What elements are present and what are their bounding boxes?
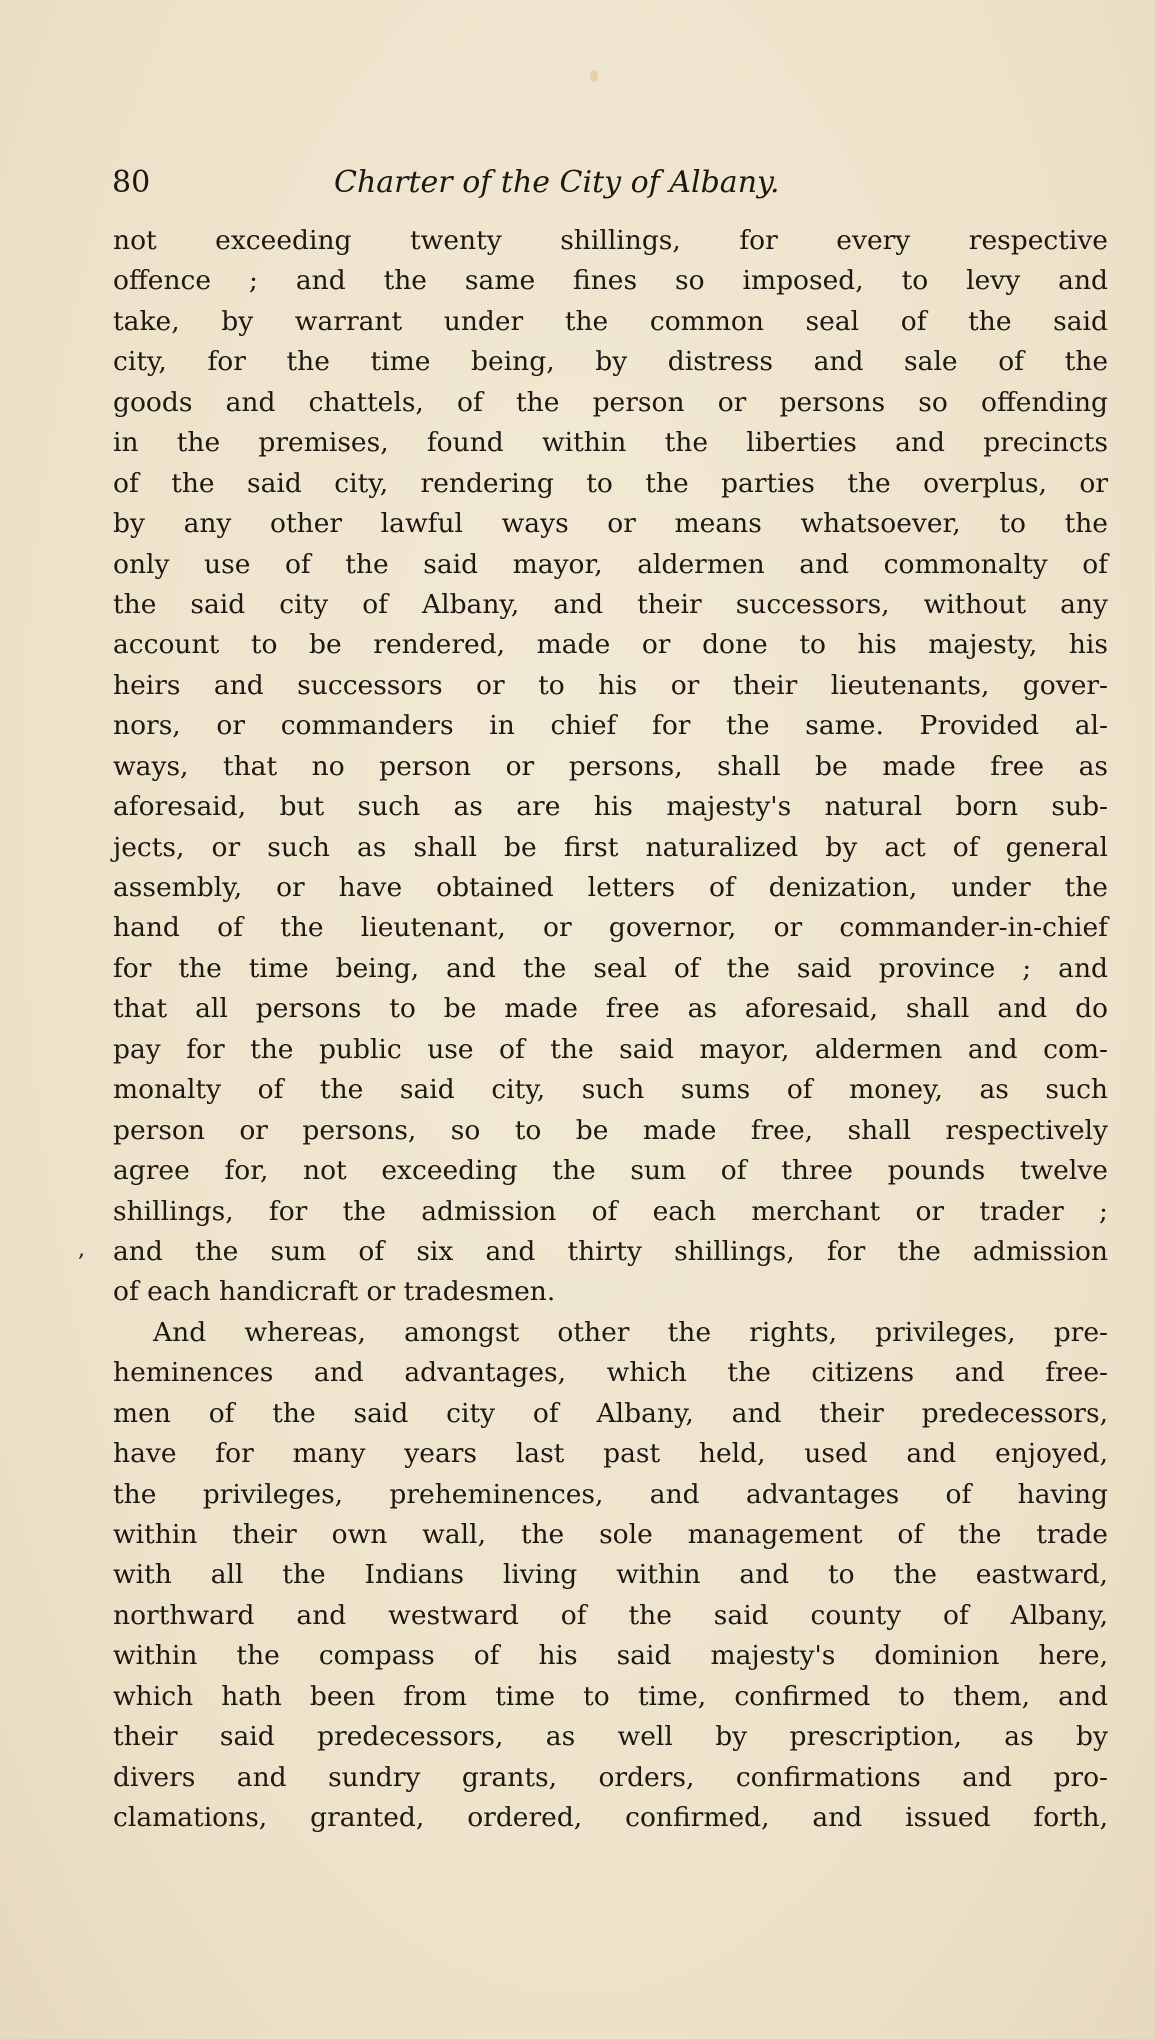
page-header (112, 160, 872, 206)
running-title: Charter of the City of Albany. (334, 165, 780, 200)
page-number: 80 (112, 165, 151, 200)
text-line: by any other lawful ways or means whatsoever, to the (113, 508, 1108, 540)
text-line: heirs and successors or to his or their lieutenants, gover- (113, 669, 1108, 701)
paper-stain (590, 70, 598, 82)
text-line: only use of the said mayor, aldermen and commonalty of (113, 548, 1108, 580)
text-line: not exceeding twenty shillings, for every respective (113, 225, 1108, 256)
text-line: goods and chattels, of the person or persons so offending (113, 386, 1108, 418)
text-line: within the compass of his said majesty's dominion here, (113, 1640, 1108, 1672)
text-line: men of the said city of Albany, and their predecessors, (113, 1397, 1108, 1429)
text-line: agree for, not exceeding the sum of three pounds twelve (113, 1155, 1108, 1187)
text-line: for the time being, and the seal of the said province ; and (113, 952, 1108, 984)
text-line: divers and sundry grants, orders, confirmations and pro- (113, 1761, 1108, 1793)
text-line: heminences and advantages, which the citizens and free- (113, 1357, 1108, 1389)
text-line: monalty of the said city, such sums of money, as such (113, 1074, 1108, 1106)
text-line: of each handicraft or tradesmen. (113, 1276, 556, 1308)
text-line: and the sum of six and thirty shillings, for the admission (113, 1235, 1108, 1267)
paragraph-start-line: And whereas, amongst other the rights, privileges, pre- (153, 1316, 1108, 1348)
text-line: clamations, granted, ordered, confirmed, and issued forth, (113, 1802, 1108, 1834)
text-line: within their own wall, the sole management of the trade (113, 1519, 1108, 1550)
text-line: jects, or such as shall be first naturalized by act of general (113, 831, 1108, 863)
text-line: of the said city, rendering to the parties the overplus, or (113, 467, 1108, 499)
text-line: with all the Indians living within and to the eastward, (113, 1559, 1108, 1591)
text-line: hand of the lieutenant, or governor, or commander-in-chief (113, 912, 1108, 944)
text-line: shillings, for the admission of each merchant or trader ; (113, 1195, 1108, 1227)
text-line: assembly, or have obtained letters of denization, under the (113, 872, 1108, 903)
text-line: aforesaid, but such as are his majesty's natural born sub- (113, 791, 1108, 823)
text-line: the said city of Albany, and their successors, without any (113, 588, 1108, 620)
text-line: offence ; and the same fines so imposed, to levy and (113, 265, 1108, 297)
text-line: city, for the time being, by distress and sale of the (113, 346, 1108, 378)
text-line: have for many years last past held, used and enjoyed, (113, 1438, 1108, 1470)
text-line: person or persons, so to be made free, shall respectively (113, 1114, 1108, 1146)
text-line: in the premises, found within the liberties and precincts (113, 427, 1108, 459)
body-text (113, 221, 1108, 1839)
text-line: ways, that no person or persons, shall be made free as (113, 750, 1108, 782)
margin-mark: , (78, 1237, 85, 1262)
text-line: pay for the public use of the said mayor, aldermen and com- (113, 1033, 1108, 1065)
text-line: take, by warrant under the common seal of the said (113, 305, 1108, 337)
text-line: nors, or commanders in chief for the same. Provided al- (113, 710, 1108, 742)
text-line: the privileges, preheminences, and advantages of having (113, 1478, 1108, 1510)
text-line: account to be rendered, made or done to his majesty, his (113, 629, 1108, 661)
text-line: their said predecessors, as well by prescription, as by (113, 1721, 1108, 1753)
text-line: which hath been from time to time, confirmed to them, and (113, 1680, 1108, 1712)
text-line: that all persons to be made free as aforesaid, shall and do (113, 993, 1108, 1025)
text-line: northward and westward of the said county of Albany, (113, 1599, 1108, 1631)
